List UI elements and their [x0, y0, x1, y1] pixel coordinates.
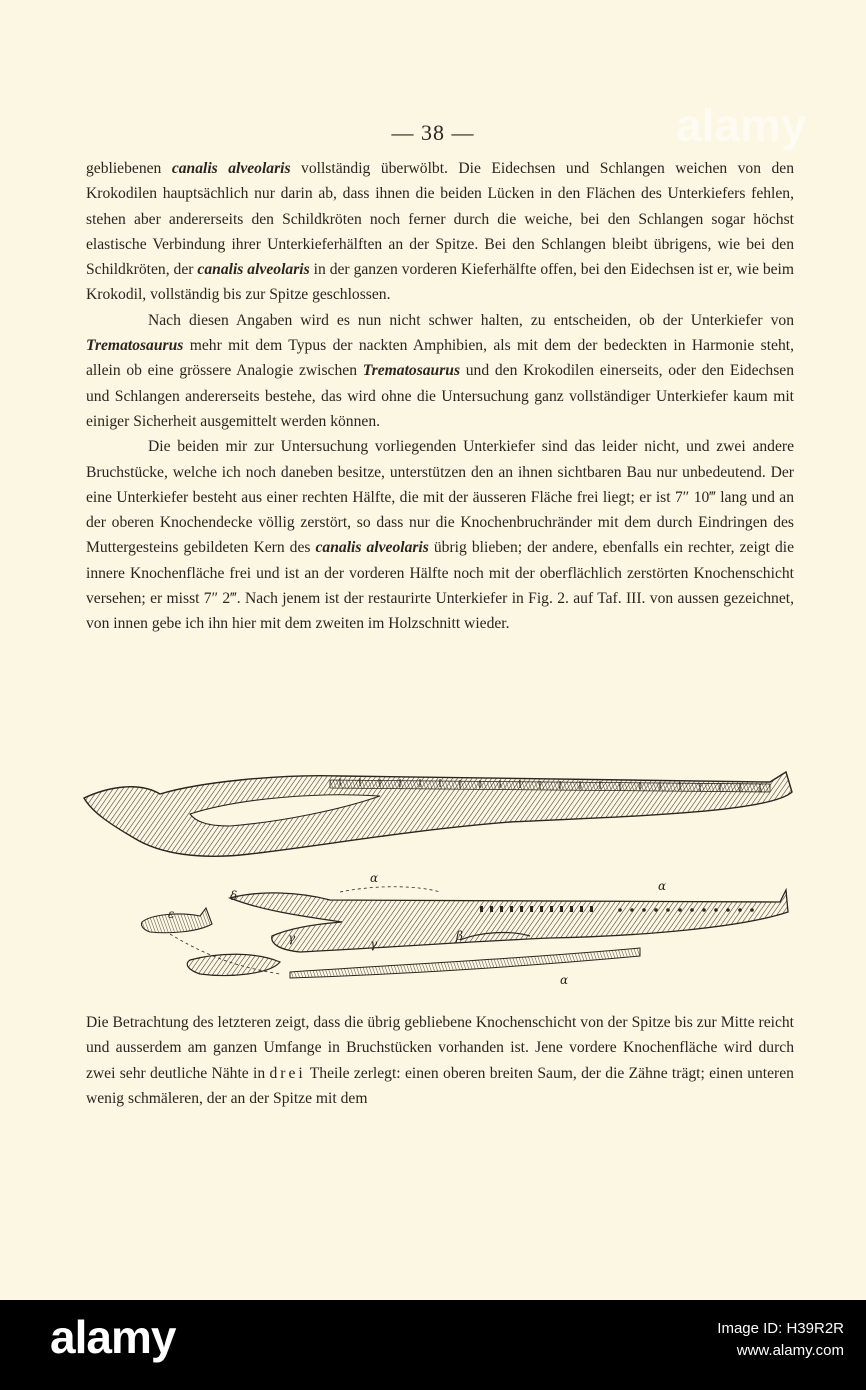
lower-jaw-drawing: [141, 887, 788, 978]
image-id-block: [717, 1318, 844, 1362]
text-run: Theile zerlegt: einen oberen breiten Saum, der die Zähne trägt; einen unteren wenig schmäleren, der an der Spitze mit dem: [86, 1064, 794, 1107]
figure-label-gamma-mid: γ: [370, 937, 378, 951]
text-run: gebliebenen: [86, 160, 172, 177]
upper-jaw-drawing: [84, 772, 792, 856]
jaw-illustration: [80, 752, 800, 997]
figure-label-epsilon: ε: [168, 907, 175, 921]
figure-label-alpha-right: α: [658, 879, 667, 893]
stock-footer: [0, 1300, 866, 1390]
paragraph-2: [86, 308, 794, 434]
alamy-logo: alamy: [50, 1311, 176, 1363]
paragraph-3: [86, 434, 794, 636]
figure-label-alpha-bottom: α: [560, 973, 569, 987]
paragraph-4: [86, 1010, 794, 1111]
text-run: in der ganzen vorderen Kieferhälfte offen, bei den Eidechsen ist er, wie beim Krokodil, vollständig bis zur Spitze geschlossen.: [86, 261, 795, 304]
figure-label-beta: β: [456, 929, 463, 943]
figure-label-alpha-top: α: [370, 871, 379, 885]
text-run: übrig blieben; der andere, ebenfalls ein rechter, zeigt die innere Knochenfläche frei und ist an der vorderen Hälfte noch mit der oberflächlich zerstörten Knochenschicht versehen; er misst 7″ 2‴. Nach jenem ist der restaurirte Unterkiefer in Fig. 2. auf Taf. III. von aussen gezeichnet, von innen gebe ich ihn hier mit dem zweiten im Holzschnitt wieder.: [86, 539, 795, 633]
italic-term: canalis alveolaris: [315, 539, 429, 557]
text-run: und den Krokodilen einerseits, oder den Eidechsen und Schlangen andererseits bestehe, das wird ohne die Untersuchung ganz vollständiger Unterkiefer kaum mit einiger Sicherheit ausgemittelt werden können.: [86, 362, 794, 430]
page-number: — 38 —: [391, 120, 475, 145]
figure-label-delta: δ: [230, 889, 238, 903]
text-run: Die beiden mir zur Untersuchung vorliegenden Unterkiefer sind das leider nicht, und zwei andere Bruchstücke, welche ich noch daneben besitze, unterstützen den an ihnen sichtbaren Bau nur unbedeutend. Der eine Unterkiefer besteht aus einer rechten Hälfte, die mit der äusseren Fläche frei liegt; er ist 7″ 10‴ lang und an der oberen Knochendecke völlig zerstört, so dass nur die Knochenbruchränder mit dem durch Eindringen des Muttergesteins gebildeten Kern des: [86, 438, 794, 557]
text-run: vollständig überwölbt. Die Eidechsen und Schlangen weichen von den Krokodilen hauptsächlich nur darin ab, dass ihnen die beiden Lücken in den Flächen des Unterkiefers fehlen, stehen aber andererseits den Schildkröten noch ferner durch die weiche, bei den Schlangen sogar höchst elastische Verbindung ihrer Unterkieferhälften an der Spitze. Bei den Schlangen bleibt übrigens, wie bei den Schildkröten, der: [86, 160, 795, 279]
jaw-woodcut-figure: [80, 752, 800, 997]
site-url: www.alamy.com: [736, 1342, 844, 1359]
italic-term: Trematosaurus: [86, 337, 184, 355]
text-block-lower: [86, 1010, 794, 1111]
text-run: Die Betrachtung des letzteren zeigt, dass die übrig gebliebene Knochenschicht von der Spitze bis zur Mitte reicht und ausserdem am ganzen Umfange in Bruchstücken vorhanden ist. Jene vordere Knochenfläche wird durch zwei sehr deutliche Nähte in: [86, 1014, 794, 1082]
italic-term: canalis alveolaris: [171, 160, 291, 177]
spaced-term: drei: [269, 1064, 306, 1082]
italic-term: Trematosaurus: [362, 362, 461, 380]
text-run: mehr mit dem Typus der nackten Amphibien, als mit dem der bedeckten in Harmonie steht, allein ob eine grössere Analogie zwischen: [86, 337, 794, 380]
text-block-upper: [86, 156, 794, 637]
figure-label-gamma-left: γ: [288, 931, 296, 945]
watermark-alamy-top: alamy: [676, 99, 807, 151]
paragraph-1: [86, 156, 794, 308]
image-id: Image ID: H39R2R: [717, 1320, 844, 1337]
text-run: Nach diesen Angaben wird es nun nicht schwer halten, zu entscheiden, ob der Unterkiefer von: [148, 311, 794, 329]
italic-term: canalis alveolaris: [197, 261, 310, 279]
